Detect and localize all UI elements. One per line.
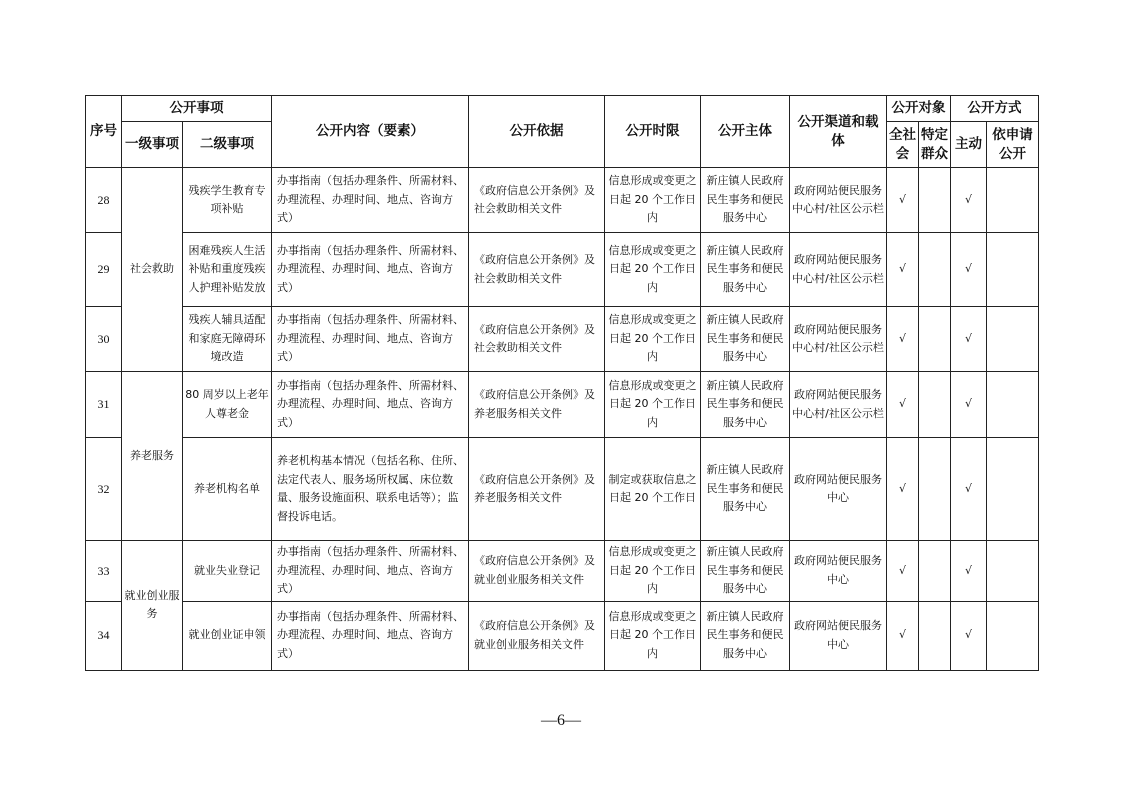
row-time-limit: 信息形成或变更之日起 20 个工作日内 [605, 307, 701, 372]
row-target-specific [919, 438, 951, 541]
row-time-limit: 制定或获取信息之日起 20 个工作日 [605, 438, 701, 541]
row-method-request [987, 233, 1039, 307]
row-method-request [987, 372, 1039, 438]
row-method-request [987, 438, 1039, 541]
header-seq: 序号 [86, 96, 122, 168]
row-subject: 新庄镇人民政府民生事务和便民服务中心 [701, 601, 790, 670]
header-target-specific: 特定群众 [919, 122, 951, 168]
row-target-specific [919, 307, 951, 372]
row-subject: 新庄镇人民政府民生事务和便民服务中心 [701, 372, 790, 438]
row-method-request [987, 307, 1039, 372]
row-channel: 政府网站便民服务中心 [790, 438, 887, 541]
row-time-limit: 信息形成或变更之日起 20 个工作日内 [605, 541, 701, 602]
row-target-all: √ [887, 307, 919, 372]
row-time-limit: 信息形成或变更之日起 20 个工作日内 [605, 601, 701, 670]
header-level2: 二级事项 [183, 122, 272, 168]
table-row [86, 372, 1039, 438]
row-basis: 《政府信息公开条例》及社会救助相关文件 [469, 307, 605, 372]
row-target-specific [919, 168, 951, 233]
header-row-1 [86, 96, 1039, 122]
row-number: 34 [86, 601, 122, 670]
row-item: 80 周岁以上老年人尊老金 [183, 372, 272, 438]
row-target-specific [919, 601, 951, 670]
row-target-all: √ [887, 168, 919, 233]
row-target-all: √ [887, 541, 919, 602]
row-item: 残疾人辅具适配和家庭无障碍环境改造 [183, 307, 272, 372]
header-content: 公开内容（要素） [272, 96, 469, 168]
header-level1: 一级事项 [122, 122, 183, 168]
row-method-active: √ [951, 601, 987, 670]
table-row [86, 168, 1039, 233]
row-method-request [987, 168, 1039, 233]
row-time-limit: 信息形成或变更之日起 20 个工作日内 [605, 233, 701, 307]
table-row [86, 438, 1039, 541]
row-channel: 政府网站便民服务中心 [790, 541, 887, 602]
row-subject: 新庄镇人民政府民生事务和便民服务中心 [701, 438, 790, 541]
row-number: 30 [86, 307, 122, 372]
header-method-request: 依申请公开 [987, 122, 1039, 168]
row-subject: 新庄镇人民政府民生事务和便民服务中心 [701, 541, 790, 602]
row-basis: 《政府信息公开条例》及养老服务相关文件 [469, 438, 605, 541]
disclosure-table [85, 95, 1039, 671]
row-basis: 《政府信息公开条例》及社会救助相关文件 [469, 168, 605, 233]
row-number: 28 [86, 168, 122, 233]
row-content: 养老机构基本情况（包括名称、住所、法定代表人、服务场所权属、床位数量、服务设施面积、联系电话等）；监督投诉电话。 [272, 438, 469, 541]
row-item: 就业失业登记 [183, 541, 272, 602]
row-number: 33 [86, 541, 122, 602]
row-target-all: √ [887, 372, 919, 438]
row-content: 办事指南（包括办理条件、所需材料、办理流程、办理时间、地点、咨询方式） [272, 233, 469, 307]
table-row [86, 307, 1039, 372]
row-method-active: √ [951, 372, 987, 438]
row-channel: 政府网站便民服务中心 [790, 601, 887, 670]
header-target-all: 全社会 [887, 122, 919, 168]
page-number: —6— [541, 712, 581, 729]
row-channel: 政府网站便民服务中心村/社区公示栏 [790, 307, 887, 372]
row-target-specific [919, 233, 951, 307]
row-item: 就业创业证申领 [183, 601, 272, 670]
row-subject: 新庄镇人民政府民生事务和便民服务中心 [701, 307, 790, 372]
row-target-specific [919, 372, 951, 438]
header-method-active: 主动 [951, 122, 987, 168]
row-method-active: √ [951, 168, 987, 233]
row-number: 32 [86, 438, 122, 541]
row-channel: 政府网站便民服务中心村/社区公示栏 [790, 233, 887, 307]
row-subject: 新庄镇人民政府民生事务和便民服务中心 [701, 233, 790, 307]
table-row [86, 601, 1039, 670]
table-row [86, 541, 1039, 602]
row-basis: 《政府信息公开条例》及就业创业服务相关文件 [469, 541, 605, 602]
row-method-active: √ [951, 307, 987, 372]
row-target-all: √ [887, 438, 919, 541]
row-time-limit: 信息形成或变更之日起 20 个工作日内 [605, 372, 701, 438]
row-time-limit: 信息形成或变更之日起 20 个工作日内 [605, 168, 701, 233]
row-subject: 新庄镇人民政府民生事务和便民服务中心 [701, 168, 790, 233]
row-item: 困难残疾人生活补贴和重度残疾人护理补贴发放 [183, 233, 272, 307]
group-label: 养老服务 [122, 372, 183, 541]
group-label: 就业创业服务 [122, 541, 183, 671]
row-basis: 《政府信息公开条例》及就业创业服务相关文件 [469, 601, 605, 670]
row-basis: 《政府信息公开条例》及养老服务相关文件 [469, 372, 605, 438]
header-basis: 公开依据 [469, 96, 605, 168]
table-row [86, 233, 1039, 307]
row-target-all: √ [887, 601, 919, 670]
row-content: 办事指南（包括办理条件、所需材料、办理流程、办理时间、地点、咨询方式） [272, 541, 469, 602]
row-target-all: √ [887, 233, 919, 307]
header-subject: 公开主体 [701, 96, 790, 168]
row-method-active: √ [951, 233, 987, 307]
row-content: 办事指南（包括办理条件、所需材料、办理流程、办理时间、地点、咨询方式） [272, 372, 469, 438]
row-item: 养老机构名单 [183, 438, 272, 541]
row-channel: 政府网站便民服务中心村/社区公示栏 [790, 372, 887, 438]
row-method-request [987, 601, 1039, 670]
header-matter: 公开事项 [122, 96, 272, 122]
row-method-request [987, 541, 1039, 602]
row-channel: 政府网站便民服务中心村/社区公示栏 [790, 168, 887, 233]
row-content: 办事指南（包括办理条件、所需材料、办理流程、办理时间、地点、咨询方式） [272, 307, 469, 372]
row-target-specific [919, 541, 951, 602]
row-item: 残疾学生教育专项补贴 [183, 168, 272, 233]
row-content: 办事指南（包括办理条件、所需材料、办理流程、办理时间、地点、咨询方式） [272, 168, 469, 233]
row-number: 31 [86, 372, 122, 438]
row-content: 办事指南（包括办理条件、所需材料、办理流程、办理时间、地点、咨询方式） [272, 601, 469, 670]
row-method-active: √ [951, 438, 987, 541]
group-label: 社会救助 [122, 168, 183, 372]
row-method-active: √ [951, 541, 987, 602]
header-target: 公开对象 [887, 96, 951, 122]
row-number: 29 [86, 233, 122, 307]
header-method: 公开方式 [951, 96, 1039, 122]
row-basis: 《政府信息公开条例》及社会救助相关文件 [469, 233, 605, 307]
header-time-limit: 公开时限 [605, 96, 701, 168]
header-channel: 公开渠道和载体 [790, 96, 887, 168]
